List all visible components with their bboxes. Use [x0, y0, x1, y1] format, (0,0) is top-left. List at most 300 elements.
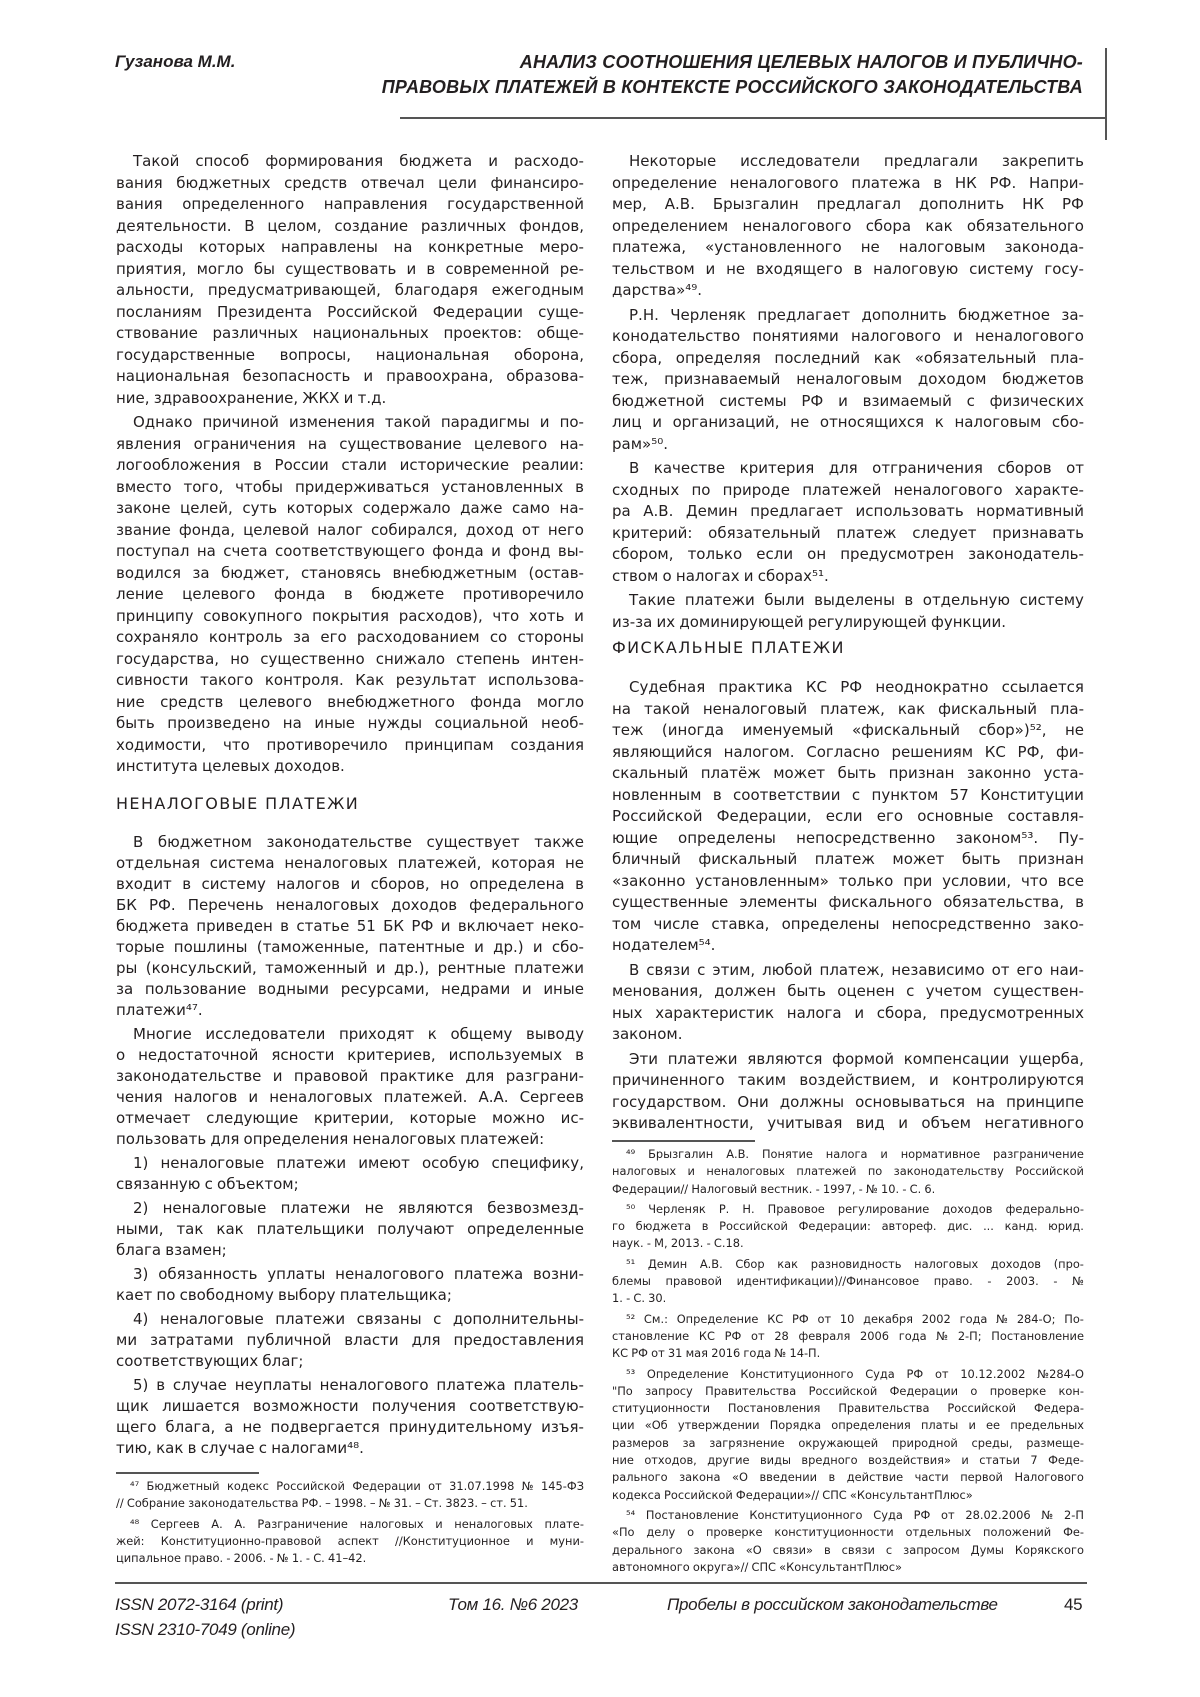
- word: Черленяк: [648, 1201, 706, 1218]
- word: быть: [838, 763, 877, 785]
- text-line: [116, 173, 584, 195]
- word: округа»//: [693, 1559, 748, 1576]
- word: ных: [612, 1003, 643, 1025]
- text-line: [612, 326, 1084, 348]
- word: аспект: [338, 1533, 379, 1550]
- word: государственной: [447, 194, 584, 216]
- word: на: [976, 1092, 995, 1114]
- word: предлагает: [750, 501, 843, 523]
- text-line: [116, 1198, 584, 1219]
- word: как: [925, 216, 952, 238]
- word: определены: [678, 828, 776, 850]
- word: 5): [133, 1375, 148, 1396]
- text-line: [612, 742, 1084, 764]
- word: ствование: [116, 323, 198, 345]
- word: 41–42.: [328, 1550, 366, 1567]
- word: проверке: [990, 1383, 1047, 1400]
- word: «обязательный: [915, 348, 1037, 370]
- word: выделены: [814, 590, 895, 612]
- word: обязательства,: [943, 892, 1064, 914]
- word: не: [861, 237, 880, 259]
- text-line: [612, 1417, 1084, 1434]
- text-line: [612, 892, 1084, 914]
- word: ходимости,: [116, 735, 206, 757]
- word: используемых: [449, 1045, 563, 1066]
- word: водился: [116, 563, 181, 585]
- word: от: [751, 1328, 765, 1345]
- word: Судебная: [629, 677, 705, 699]
- word: и: [744, 566, 754, 588]
- word: правовой: [294, 1066, 368, 1087]
- word: блага,: [165, 1417, 215, 1438]
- word: для: [829, 458, 858, 480]
- word: в: [575, 477, 584, 499]
- word: А.: [211, 1516, 222, 1533]
- word: такой: [644, 699, 690, 721]
- word: сборов: [997, 458, 1051, 480]
- word: дарства»⁴⁹.: [612, 280, 702, 302]
- text-line: [116, 366, 584, 388]
- word: щего: [116, 1417, 156, 1438]
- text-line: [116, 1351, 584, 1372]
- word: Р.Н.: [629, 305, 659, 327]
- issn-print: ISSN 2072-3164 (print): [115, 1592, 295, 1617]
- word: использова-: [488, 670, 584, 692]
- word: А.В.: [700, 1256, 723, 1273]
- word: предусматривающей,: [208, 280, 381, 302]
- word: сборов,: [371, 874, 430, 895]
- word: и: [838, 391, 848, 413]
- word: причиной: [202, 412, 278, 434]
- word: право.: [934, 1273, 973, 1290]
- word: как: [777, 1256, 798, 1273]
- word: вания: [116, 173, 163, 195]
- word: существует: [427, 832, 520, 853]
- word: идентификации)//Финансовое: [737, 1273, 919, 1290]
- word: РФ: [914, 1507, 931, 1524]
- word: образова-: [506, 366, 584, 388]
- word: противоречило: [463, 584, 584, 606]
- word: быть: [787, 981, 826, 1003]
- word: определения: [244, 1129, 349, 1150]
- word: Эти: [629, 1049, 658, 1071]
- word: размеще-: [1026, 1435, 1084, 1452]
- word: от: [935, 1366, 949, 1383]
- word: звание: [116, 520, 171, 542]
- word: «О: [732, 1469, 748, 1486]
- word: Конституции: [980, 785, 1084, 807]
- word: вестник.: [760, 1181, 812, 1198]
- paragraph: [116, 832, 584, 1021]
- word: 2-П: [1064, 1507, 1084, 1524]
- paragraph: [612, 458, 1084, 587]
- word: обще-: [537, 323, 584, 345]
- text-line: [612, 216, 1084, 238]
- word: №: [936, 1328, 948, 1345]
- text-line: [612, 194, 1084, 216]
- issn-online: ISSN 2310-7049 (online): [115, 1617, 295, 1642]
- word: пла-: [1050, 348, 1084, 370]
- text-line: [116, 584, 584, 606]
- word: взамен;: [165, 1240, 226, 1261]
- text-line: [612, 1542, 1084, 1559]
- word: право.: [184, 1550, 223, 1567]
- word: виды: [760, 1452, 791, 1469]
- word: бюджетных: [176, 173, 270, 195]
- word: этим,: [712, 960, 755, 982]
- text-line: [612, 1235, 1084, 1252]
- word: неналогового: [894, 480, 1003, 502]
- word: государственные: [116, 345, 255, 367]
- word: совокупного: [203, 606, 302, 628]
- word: из-за: [612, 612, 652, 634]
- text-line: [612, 763, 1084, 785]
- word: РФ: [411, 916, 433, 937]
- word: следующие: [206, 1108, 298, 1129]
- word: можно: [492, 1108, 545, 1129]
- word: ра: [612, 501, 631, 523]
- word: в: [575, 1045, 584, 1066]
- word: налоговых: [914, 1256, 978, 1273]
- word: качестве: [654, 458, 725, 480]
- word: соответствую-: [469, 1396, 584, 1417]
- word: ние: [116, 692, 145, 714]
- text-line: [116, 1219, 584, 1240]
- word: «О: [746, 1542, 762, 1559]
- word: снижало: [376, 649, 445, 671]
- word: исторические: [400, 455, 510, 477]
- text-line: [612, 1049, 1084, 1071]
- word: неналоговых: [352, 1129, 455, 1150]
- word: степень: [456, 649, 520, 671]
- word: водными: [258, 979, 329, 1000]
- word: Бюджетный: [147, 1478, 220, 1495]
- word: сбором,: [612, 544, 673, 566]
- word: получают: [377, 1219, 454, 1240]
- text-line: [116, 151, 584, 173]
- text-line: [612, 1366, 1084, 1383]
- word: систему: [201, 874, 265, 895]
- text-line: [116, 1000, 584, 1021]
- word: 10: [840, 1311, 855, 1328]
- text-line: [116, 323, 584, 345]
- word: и: [961, 1452, 968, 1469]
- word: В: [244, 216, 254, 238]
- word: налога: [787, 1003, 842, 1025]
- word: его: [320, 627, 346, 649]
- word: целевого: [474, 434, 547, 456]
- word: деятельности.: [116, 216, 232, 238]
- word: неналогового: [743, 216, 852, 238]
- word: Правительства: [705, 1383, 796, 1400]
- footer-divider: [115, 1582, 1087, 1584]
- word: «КонсультантПлюс»: [779, 1559, 902, 1576]
- word: (иногда: [662, 720, 724, 742]
- word: налогового: [851, 326, 941, 348]
- word: от: [992, 960, 1010, 982]
- text-line: [116, 1240, 584, 1261]
- word: Федерации//: [612, 1181, 688, 1198]
- word: платежа,: [612, 237, 686, 259]
- word: бличный: [612, 849, 681, 871]
- text-line: [116, 1330, 584, 1351]
- word: законодательстве: [116, 1066, 261, 1087]
- word: Брызгалин: [713, 194, 799, 216]
- word: в: [253, 455, 262, 477]
- word: нормативное: [901, 1146, 980, 1163]
- word: статье: [296, 916, 349, 937]
- word: объектом;: [217, 1174, 299, 1195]
- text-line: [116, 498, 584, 520]
- word: направлены: [281, 237, 378, 259]
- word: причиненного: [612, 1070, 725, 1092]
- word: стали: [341, 455, 387, 477]
- word: средств: [284, 173, 347, 195]
- word: сбора,: [877, 1003, 927, 1025]
- word: платежей,: [398, 853, 482, 874]
- text-line: [116, 958, 584, 979]
- word: если: [826, 806, 863, 828]
- word: бюджете: [371, 584, 444, 606]
- word: фонда: [470, 692, 521, 714]
- text-line: [116, 434, 584, 456]
- word: налогом.: [724, 742, 795, 764]
- word: различных: [421, 216, 506, 238]
- word: критерии,: [314, 1108, 394, 1129]
- word: которых: [199, 237, 265, 259]
- word: только: [839, 871, 894, 893]
- word: (про-: [1054, 1256, 1084, 1273]
- right-section-1: [612, 151, 1084, 636]
- word: могло: [537, 692, 584, 714]
- word: а: [224, 1417, 233, 1438]
- section-heading-nontax: НЕНАЛОГОВЫЕ ПЛАТЕЖИ: [116, 794, 359, 813]
- word: как: [216, 1219, 243, 1240]
- word: лиц: [612, 412, 642, 434]
- word: «установленного: [705, 237, 842, 259]
- word: являются: [747, 1049, 822, 1071]
- word: платежей:: [460, 1129, 544, 1150]
- word: и: [488, 151, 498, 173]
- word: не: [242, 1417, 261, 1438]
- word: с: [205, 1174, 213, 1195]
- word: вы-: [558, 541, 584, 563]
- word: иные: [543, 979, 584, 1000]
- text-line: [612, 1435, 1084, 1452]
- word: особую: [422, 1153, 479, 1174]
- word: №: [996, 1311, 1008, 1328]
- word: за: [192, 563, 209, 585]
- word: платежи: [685, 590, 755, 612]
- word: учитывая: [767, 1113, 842, 1135]
- word: система: [210, 853, 275, 874]
- word: платежи: [668, 1049, 738, 1071]
- word: и: [474, 937, 484, 958]
- word: закона: [679, 1469, 720, 1486]
- word: становясь: [301, 563, 381, 585]
- word: на: [612, 699, 631, 721]
- text-line: [612, 1201, 1084, 1218]
- word: недрами: [441, 979, 510, 1000]
- word: Перечень: [188, 895, 264, 916]
- word: СПС: [752, 1559, 776, 1576]
- word: по: [691, 480, 710, 502]
- word: со: [490, 627, 507, 649]
- text-line: [612, 1163, 1084, 1180]
- text-line: [116, 1417, 584, 1438]
- word: №284-О: [1037, 1366, 1084, 1383]
- word: неналоговых: [454, 1516, 533, 1533]
- text-line: [612, 412, 1084, 434]
- text-line: [612, 458, 1084, 480]
- word: доминирующей: [679, 612, 803, 634]
- word: бюджета: [399, 151, 472, 173]
- word: организаций,: [673, 412, 780, 434]
- text-line: [116, 937, 584, 958]
- word: Президента: [217, 302, 312, 324]
- word: РФ,: [1018, 742, 1045, 764]
- word: условии,: [942, 871, 1011, 893]
- word: в: [829, 1469, 836, 1486]
- word: что: [1021, 871, 1048, 893]
- word: 7: [1030, 1452, 1037, 1469]
- word: платежей: [802, 480, 881, 502]
- word: Многие: [133, 1024, 192, 1045]
- header-vertical-divider: [1105, 48, 1107, 140]
- word: -: [816, 1181, 820, 1198]
- word: др.): [493, 937, 524, 958]
- word: имеют: [358, 1153, 410, 1174]
- word: обязательный: [708, 523, 820, 545]
- word: приведен: [196, 916, 273, 937]
- word: существование: [339, 434, 461, 456]
- word: приходят: [339, 1024, 414, 1045]
- word: плате-: [544, 1516, 583, 1533]
- word: Р.: [719, 1201, 730, 1218]
- word: того,: [183, 477, 223, 499]
- word: характеристик: [655, 1003, 774, 1025]
- footnote: [116, 1478, 584, 1513]
- word: 2): [133, 1198, 148, 1219]
- word: -: [626, 1290, 630, 1307]
- text-line: [612, 981, 1084, 1003]
- word: тельством: [612, 259, 695, 281]
- word: бюджета: [636, 1218, 691, 1235]
- word: и: [526, 1533, 533, 1550]
- word: неналоговым: [796, 369, 902, 391]
- word: практика: [718, 677, 792, 699]
- word: №: [379, 1495, 391, 1512]
- word: Постановление: [646, 1507, 739, 1524]
- word: включает: [458, 916, 534, 937]
- word: новленным: [612, 785, 701, 807]
- text-line: [116, 1375, 584, 1396]
- word: изъя-: [541, 1417, 584, 1438]
- word: неналоговых: [276, 895, 379, 916]
- word: связи: [646, 960, 690, 982]
- word: РФ.: [149, 895, 176, 916]
- word: являются: [398, 1198, 473, 1219]
- word: с: [906, 981, 914, 1003]
- word: пользование: [145, 979, 246, 1000]
- word: -: [902, 1181, 906, 1198]
- footnote: [612, 1201, 1084, 1253]
- word: с: [886, 1542, 892, 1559]
- text-line: [612, 280, 1084, 302]
- word: Конституционного: [740, 1366, 853, 1383]
- word: отдельная: [116, 853, 200, 874]
- word: оценен: [837, 981, 894, 1003]
- word: ресурсами,: [341, 979, 430, 1000]
- word: относящихся: [820, 412, 924, 434]
- word: от: [1066, 458, 1084, 480]
- word: -: [269, 1550, 273, 1567]
- word: исследователи: [205, 1024, 325, 1045]
- word: том: [612, 914, 641, 936]
- word: случае: [173, 1375, 227, 1396]
- word: национальная: [376, 345, 490, 367]
- text-line: [612, 1181, 1084, 1198]
- word: соответствующих: [116, 1351, 258, 1372]
- word: и: [435, 1516, 442, 1533]
- word: платежа: [851, 173, 920, 195]
- word: 4): [133, 1309, 148, 1330]
- word: пла-: [1050, 699, 1084, 721]
- word: введении: [759, 1469, 817, 1486]
- word: все: [1058, 871, 1084, 893]
- text-line: [612, 871, 1084, 893]
- word: налоговых: [612, 1163, 676, 1180]
- word: него: [548, 520, 584, 542]
- word: государством.: [612, 1092, 726, 1114]
- word: предоставления: [453, 1330, 584, 1351]
- word: чтобы: [235, 477, 283, 499]
- word: дополнить: [861, 305, 946, 327]
- footnote-divider: [116, 1472, 259, 1474]
- word: Российской: [327, 302, 417, 324]
- word: декабря: [863, 1311, 913, 1328]
- word: Порядка: [770, 1417, 821, 1434]
- word: отходов,: [644, 1452, 697, 1469]
- word: результат: [396, 670, 477, 692]
- text-line: [116, 979, 584, 1000]
- text-line: [116, 1396, 584, 1417]
- word: ежегодным: [492, 280, 584, 302]
- word: безопасность: [243, 366, 351, 388]
- text-line: [116, 627, 584, 649]
- word: критерий:: [612, 523, 692, 545]
- word: при: [903, 871, 932, 893]
- text-line: [612, 369, 1084, 391]
- word: даже: [460, 498, 502, 520]
- word: принципе: [1006, 1092, 1084, 1114]
- word: не: [790, 412, 809, 434]
- word: автономного: [612, 1559, 690, 1576]
- text-line: [116, 735, 584, 757]
- word: если: [756, 544, 793, 566]
- word: РФ: [725, 1328, 742, 1345]
- word: неналоговых: [269, 1087, 372, 1108]
- word: для: [465, 1066, 494, 1087]
- word: ление: [116, 584, 164, 606]
- word: он: [807, 544, 826, 566]
- running-head-author: Гузанова М.М.: [115, 52, 235, 72]
- word: делу: [646, 1524, 675, 1541]
- word: входящего: [756, 259, 843, 281]
- word: в: [933, 173, 942, 195]
- text-line: [116, 1129, 584, 1150]
- word: и: [248, 1087, 258, 1108]
